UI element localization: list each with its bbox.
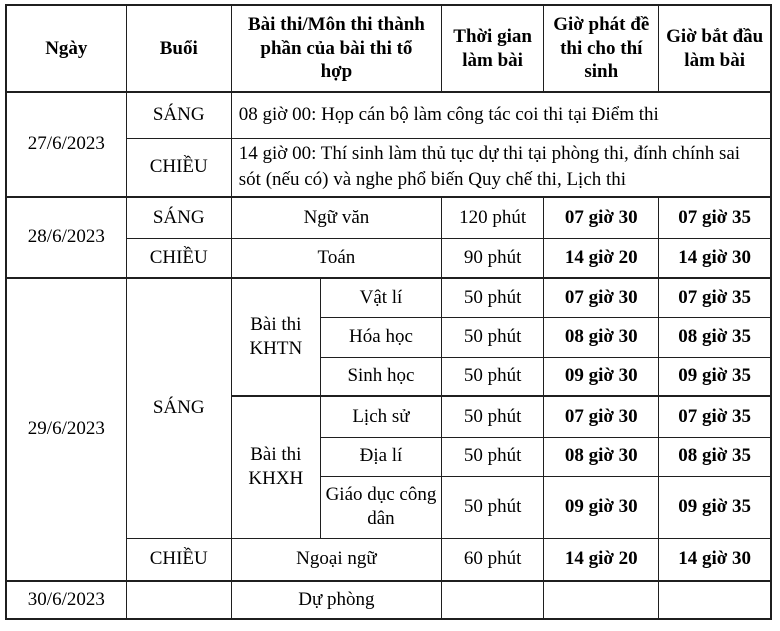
handout-time-cell: 09 giờ 30	[544, 357, 659, 396]
exam-schedule-table	[5, 4, 772, 620]
duration-cell: 50 phút	[442, 396, 544, 437]
duration-cell: 50 phút	[442, 476, 544, 538]
subject-cell: Giáo dục công dân	[320, 476, 441, 538]
exam-group-cell-khxh: Bài thi KHXH	[231, 396, 320, 538]
handout-time-cell: 07 giờ 30	[544, 396, 659, 437]
start-time-cell: 14 giờ 30	[659, 238, 771, 278]
note-cell: 08 giờ 00: Họp cán bộ làm công tác coi thi tại Điểm thi	[231, 92, 771, 138]
subject-cell: Hóa học	[320, 317, 441, 357]
note-cell: 14 giờ 00: Thí sinh làm thủ tục dự thi tại phòng thi, đính chính sai sót (nếu có) và nghe phổ biến Quy chế thi, Lịch thi	[231, 138, 771, 197]
start-time-cell: 07 giờ 35	[659, 197, 771, 238]
start-time-cell: 07 giờ 35	[659, 278, 771, 317]
session-cell: SÁNG	[126, 92, 231, 138]
reserve-cell: Dự phòng	[231, 581, 441, 619]
duration-cell: 120 phút	[442, 197, 544, 238]
subject-cell: Địa lí	[320, 437, 441, 476]
start-time-cell: 07 giờ 35	[659, 396, 771, 437]
header-row	[6, 5, 771, 92]
row-28-morning	[6, 197, 771, 238]
duration-cell: 50 phút	[442, 357, 544, 396]
duration-cell: 50 phút	[442, 278, 544, 317]
start-time-cell: 14 giờ 30	[659, 538, 771, 581]
subject-cell: Sinh học	[320, 357, 441, 396]
subject-cell: Ngoại ngữ	[231, 538, 441, 581]
handout-time-cell: 14 giờ 20	[544, 538, 659, 581]
subject-cell: Toán	[231, 238, 441, 278]
start-time-cell: 09 giờ 35	[659, 476, 771, 538]
empty-cell	[442, 581, 544, 619]
date-cell: 29/6/2023	[6, 278, 126, 581]
duration-cell: 60 phút	[442, 538, 544, 581]
col-header-duration: Thời gian làm bài	[442, 5, 544, 92]
session-cell: SÁNG	[126, 278, 231, 538]
subject-cell: Lịch sử	[320, 396, 441, 437]
session-cell: CHIỀU	[126, 538, 231, 581]
duration-cell: 50 phút	[442, 317, 544, 357]
handout-time-cell: 09 giờ 30	[544, 476, 659, 538]
row-27-morning	[6, 92, 771, 138]
session-cell: SÁNG	[126, 197, 231, 238]
col-header-session: Buổi	[126, 5, 231, 92]
session-cell: CHIỀU	[126, 238, 231, 278]
handout-time-cell: 07 giờ 30	[544, 278, 659, 317]
row-30-reserve	[6, 581, 771, 619]
handout-time-cell: 14 giờ 20	[544, 238, 659, 278]
date-cell: 27/6/2023	[6, 92, 126, 197]
col-header-exam: Bài thi/Môn thi thành phần của bài thi tổ hợp	[231, 5, 441, 92]
empty-cell	[544, 581, 659, 619]
date-cell: 30/6/2023	[6, 581, 126, 619]
start-time-cell: 08 giờ 35	[659, 317, 771, 357]
subject-cell: Vật lí	[320, 278, 441, 317]
empty-session-cell	[126, 581, 231, 619]
start-time-cell: 08 giờ 35	[659, 437, 771, 476]
empty-cell	[659, 581, 771, 619]
date-cell: 28/6/2023	[6, 197, 126, 278]
subject-cell: Ngữ văn	[231, 197, 441, 238]
handout-time-cell: 07 giờ 30	[544, 197, 659, 238]
handout-time-cell: 08 giờ 30	[544, 317, 659, 357]
col-header-start: Giờ bắt đầu làm bài	[659, 5, 771, 92]
start-time-cell: 09 giờ 35	[659, 357, 771, 396]
exam-group-cell-khtn: Bài thi KHTN	[231, 278, 320, 396]
session-cell: CHIỀU	[126, 138, 231, 197]
col-header-date: Ngày	[6, 5, 126, 92]
handout-time-cell: 08 giờ 30	[544, 437, 659, 476]
col-header-handout: Giờ phát đề thi cho thí sinh	[544, 5, 659, 92]
duration-cell: 50 phút	[442, 437, 544, 476]
row-29-khtn-physics	[6, 278, 771, 317]
duration-cell: 90 phút	[442, 238, 544, 278]
